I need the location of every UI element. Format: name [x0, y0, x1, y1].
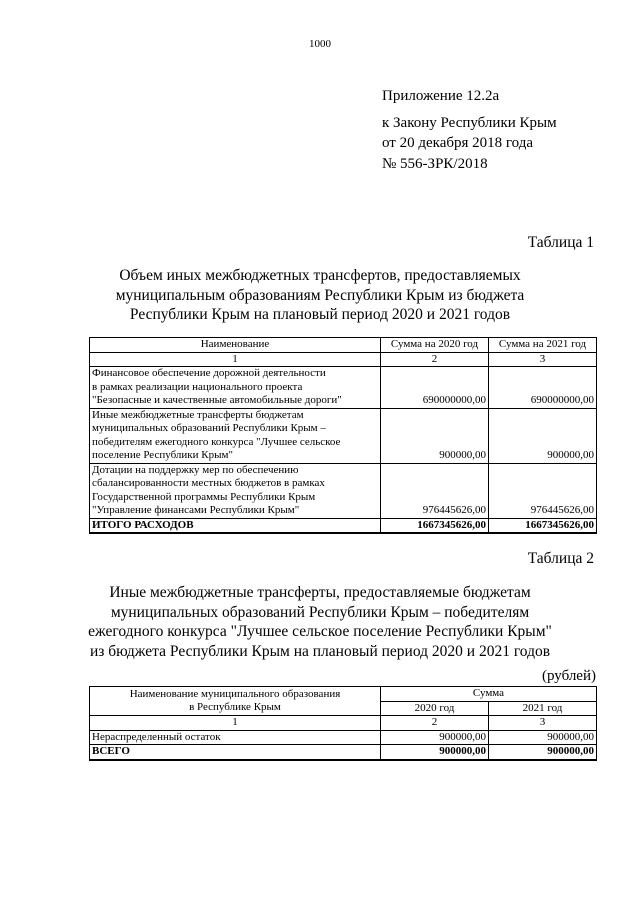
row-name-line: победителям ежегодного конкурса "Лучшее сельское	[92, 435, 341, 448]
table-header-row	[90, 338, 597, 353]
row-name-line: Иные межбюджетные трансферты бюджетам	[92, 408, 304, 421]
table2-label: Таблица 2	[527, 550, 594, 567]
row-name	[90, 367, 381, 409]
table-row	[90, 367, 597, 409]
row-name	[90, 408, 381, 463]
title-line: Республики Крым на плановый период 2020 и 2021 годов	[129, 306, 511, 323]
table1	[89, 337, 597, 534]
column-number: 3	[489, 352, 597, 367]
title-line: Объем иных межбюджетных трансфертов, предоставляемых	[119, 267, 521, 284]
table-row	[90, 463, 597, 518]
total-2021: 1667345626,00	[489, 518, 597, 533]
total-label: ВСЕГО	[90, 745, 381, 760]
header-line: Наименование муниципального образования	[129, 687, 341, 700]
total-2020: 1667345626,00	[381, 518, 489, 533]
amount-2020: 976445626,00	[381, 463, 489, 518]
header-line: в Республике Крым	[189, 701, 281, 713]
row-name-line: "Управление финансами Республики Крым"	[92, 504, 300, 516]
total-row	[90, 745, 597, 760]
column-number: 1	[90, 716, 381, 731]
total-2020: 900000,00	[381, 745, 489, 760]
row-name-line: поселение Республики Крым"	[92, 449, 233, 461]
column-header: Наименование	[90, 338, 381, 353]
title-line: Иные межбюджетные трансферты, предоставляемые бюджетам	[109, 584, 531, 601]
table-header-row	[90, 687, 597, 702]
units-label: (рублей)	[541, 668, 596, 684]
appendix-line: № 556-ЗРК/2018	[382, 155, 488, 172]
row-name-line: в рамках реализации национального проекта	[92, 380, 303, 393]
row-name-line: Финансовое обеспечение дорожной деятельности	[92, 367, 326, 379]
amount-2021: 900000,00	[489, 408, 597, 463]
page-number: 1000	[309, 38, 331, 50]
column-header: Сумма на 2021 год	[489, 338, 597, 353]
appendix-line: Приложение 12.2а	[382, 88, 500, 104]
row-name-line: Государственной программы Республики Крым	[92, 490, 316, 503]
appendix-header	[382, 86, 557, 174]
column-number: 2	[381, 352, 489, 367]
amount-2020: 690000000,00	[381, 367, 489, 409]
appendix-line: к Закону Республики Крым	[382, 114, 557, 131]
title-line: муниципальным образованиям Республики Крым из бюджета	[115, 286, 525, 304]
row-name-line: Дотации на поддержку мер по обеспечению	[92, 463, 299, 476]
appendix-line: от 20 декабря 2018 года	[382, 135, 534, 151]
column-header: 2021 год	[489, 701, 597, 716]
row-name-line: муниципальных образований Республики Крым –	[92, 422, 326, 434]
title-line: муниципальных образований Республики Крым – победителям	[110, 603, 530, 621]
total-row	[90, 518, 597, 533]
amount-2021: 900000,00	[489, 730, 597, 745]
column-header: Сумма	[381, 687, 597, 702]
row-name-line: сбалансированности местных бюджетов в рамках	[92, 477, 325, 489]
table-row	[90, 408, 597, 463]
row-name: Нераспределенный остаток	[90, 730, 381, 745]
column-number: 3	[489, 716, 597, 731]
column-number: 2	[381, 716, 489, 731]
column-number: 1	[90, 352, 381, 367]
column-number-row	[90, 716, 597, 731]
title-line: ежегодного конкурса "Лучшее сельское поселение Республики Крым"	[88, 623, 552, 640]
title-line: из бюджета Республики Крым на плановый период 2020 и 2021 годов	[89, 642, 551, 660]
column-header: Сумма на 2020 год	[381, 338, 489, 353]
row-name-line: "Безопасные и качественные автомобильные дороги"	[92, 394, 342, 406]
amount-2021: 976445626,00	[489, 463, 597, 518]
table-row	[90, 730, 597, 745]
table2-title	[60, 583, 580, 661]
column-number-row	[90, 352, 597, 367]
column-header: 2020 год	[381, 701, 489, 716]
table1-title	[60, 266, 580, 325]
amount-2021: 690000000,00	[489, 367, 597, 409]
table1-label: Таблица 1	[527, 234, 594, 251]
amount-2020: 900000,00	[381, 730, 489, 745]
row-name	[90, 463, 381, 518]
column-header	[90, 687, 381, 716]
total-label: ИТОГО РАСХОДОВ	[90, 518, 381, 533]
amount-2020: 900000,00	[381, 408, 489, 463]
table2	[89, 686, 597, 761]
total-2021: 900000,00	[489, 745, 597, 760]
